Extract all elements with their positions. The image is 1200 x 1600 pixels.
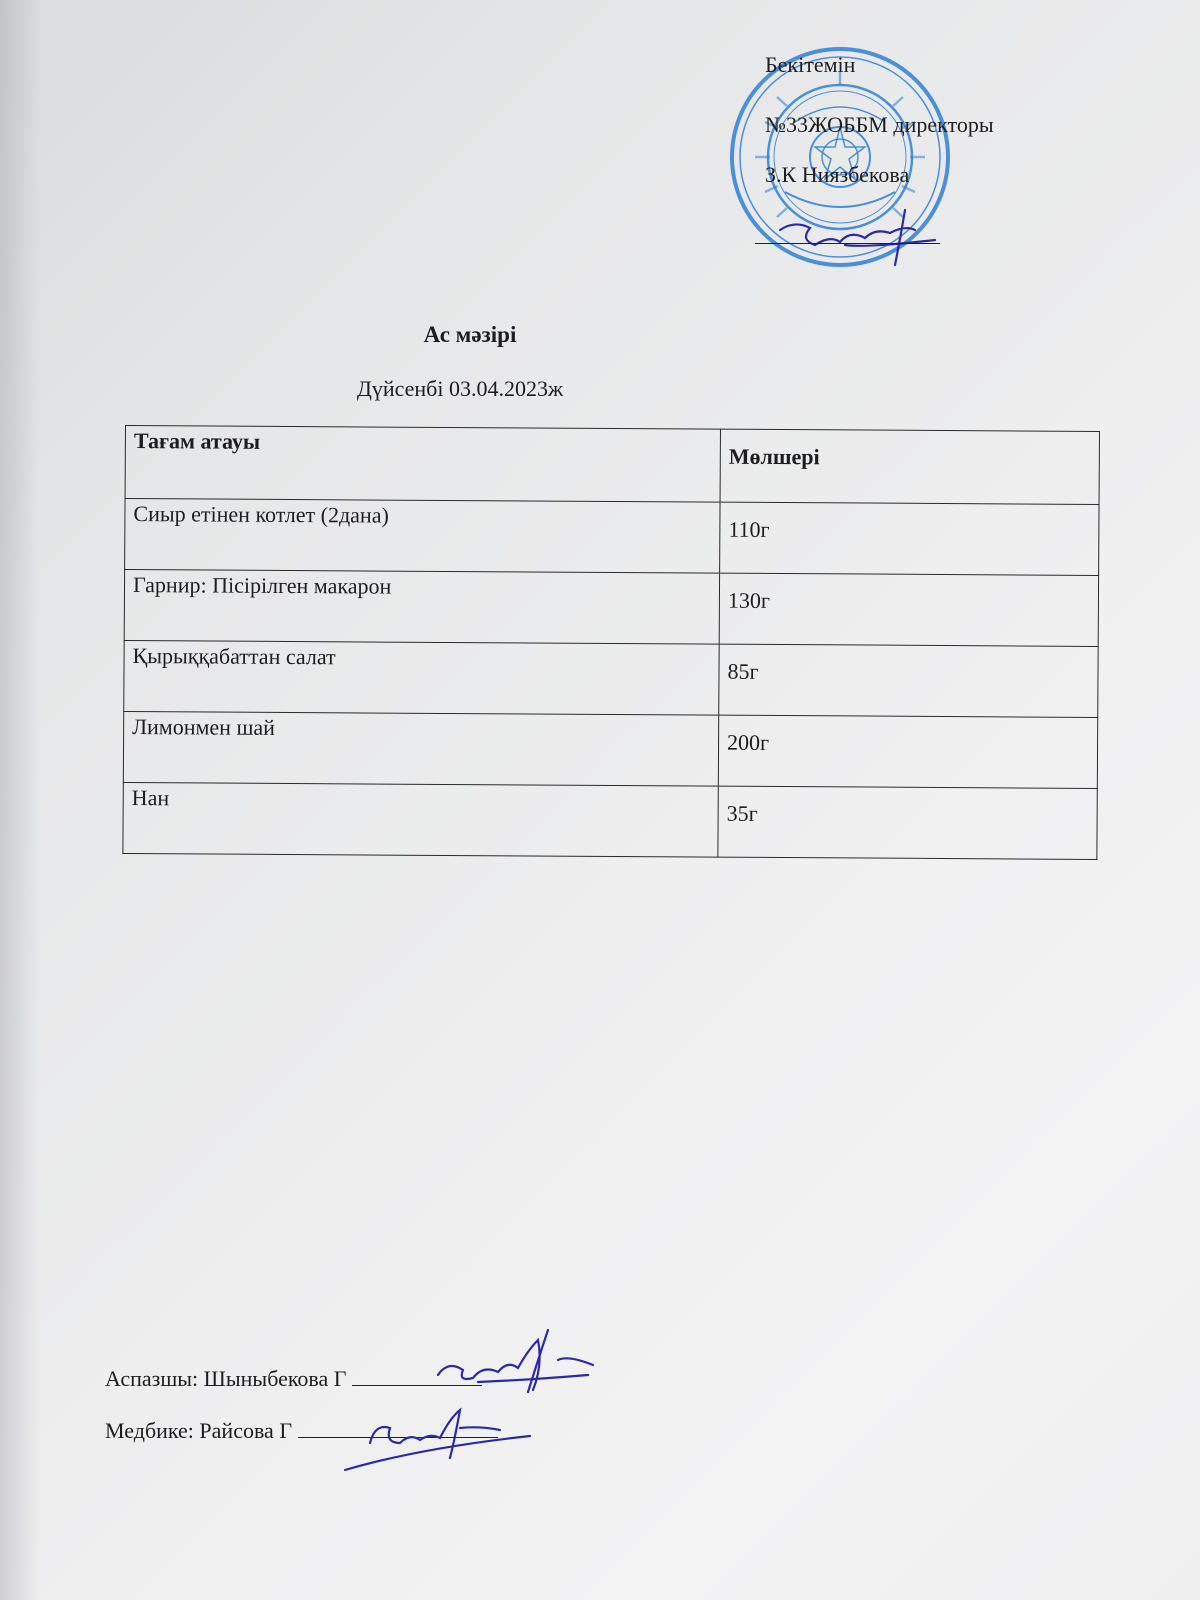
approval-director-name: З.К Ниязбекова	[765, 162, 910, 187]
cook-label: Аспазшы: Шыныбекова Г	[105, 1366, 347, 1391]
table-row	[124, 570, 1098, 647]
dish-amount-cell: 200г	[718, 715, 1097, 788]
dish-name-cell: Лимонмен шай	[123, 711, 718, 786]
table-row	[123, 782, 1097, 859]
approval-title: Бекітемін	[765, 52, 856, 77]
approval-signature-line	[755, 243, 940, 244]
page-shadow	[0, 0, 40, 1600]
dish-amount-cell: 85г	[719, 644, 1098, 717]
dish-amount-cell: 35г	[718, 786, 1097, 859]
menu-table	[122, 425, 1100, 860]
nurse-label: Медбике: Райсова Г	[105, 1418, 293, 1443]
nurse-signature-icon	[340, 1398, 540, 1478]
dish-name-cell: Қырыққабаттан салат	[124, 640, 719, 715]
table-row	[124, 640, 1098, 717]
header-dish-name: Тағам атауы	[125, 426, 720, 503]
dish-name-cell: Сиыр етінен котлет (2дана)	[125, 499, 720, 574]
approval-block	[700, 40, 1120, 280]
cook-signature-icon	[418, 1320, 598, 1400]
approval-organization: №33ЖОББМ директоры	[765, 112, 994, 137]
menu-title: Ас мәзірі	[423, 322, 517, 347]
dish-amount-cell: 110г	[720, 502, 1099, 575]
table-header-row	[125, 426, 1099, 505]
header-amount: Мөлшері	[720, 429, 1099, 504]
dish-name-cell: Гарнир: Пісірілген макарон	[124, 570, 719, 645]
dish-amount-cell: 130г	[719, 573, 1098, 646]
table-row	[125, 499, 1099, 576]
table-row	[123, 711, 1097, 788]
menu-date: Дүйсенбі 03.04.2023ж	[356, 376, 564, 401]
director-signature-icon	[755, 200, 955, 270]
dish-name-cell: Нан	[123, 782, 718, 857]
